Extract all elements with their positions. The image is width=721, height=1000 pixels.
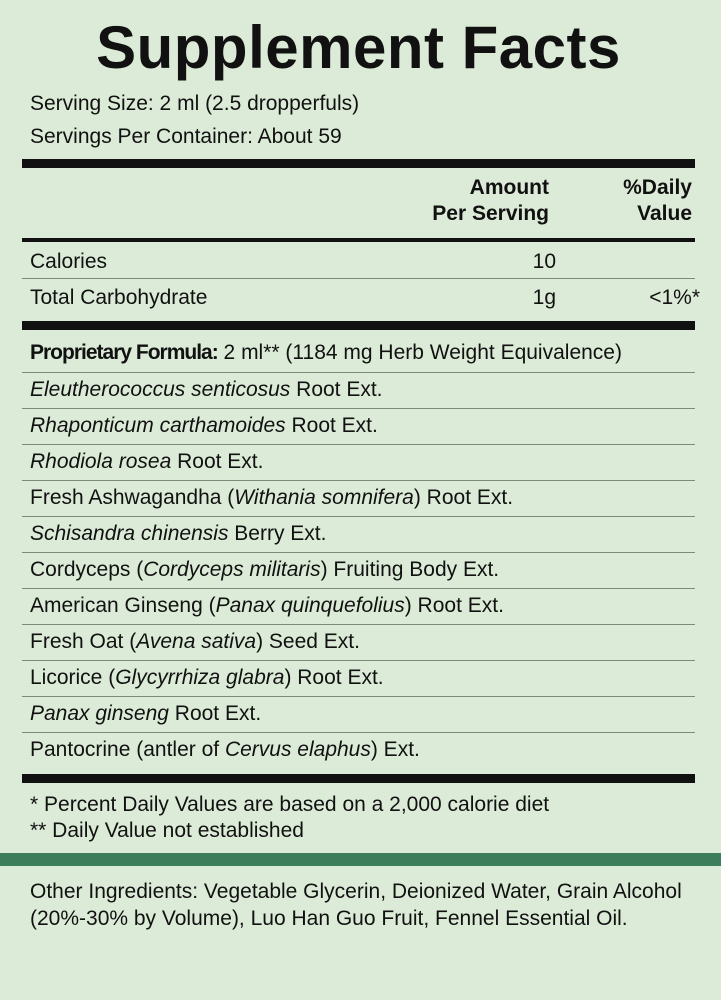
servings-per-container: Servings Per Container: About 59 xyxy=(30,125,342,148)
nutrient-row-carbohydrate xyxy=(30,285,700,311)
proprietary-label: Proprietary Formula: xyxy=(30,341,218,364)
nutrient-name: Total Carbohydrate xyxy=(30,286,208,309)
row-divider xyxy=(22,660,695,661)
row-divider xyxy=(22,480,695,481)
row-divider xyxy=(22,624,695,625)
nutrient-daily-value: <1%* xyxy=(649,286,700,309)
thick-rule xyxy=(22,774,695,783)
row-divider xyxy=(22,444,695,445)
thick-rule xyxy=(22,321,695,330)
nutrient-amount: 10 xyxy=(532,250,556,273)
ingredient-latin-name: Withania somnifera xyxy=(234,486,414,509)
ingredient-row: Fresh Oat (Avena sativa) Seed Ext. xyxy=(30,630,360,653)
nutrient-amount: 1g xyxy=(532,286,556,309)
proprietary-detail: 2 ml** (1184 mg Herb Weight Equivalence) xyxy=(217,341,622,364)
ingredient-latin-name: Glycyrrhiza glabra xyxy=(115,666,285,689)
ingredient-latin-name: Panax ginseng xyxy=(30,702,169,725)
row-divider xyxy=(22,278,695,279)
row-divider xyxy=(22,552,695,553)
ingredient-row: Cordyceps (Cordyceps militaris) Fruiting Body Ext. xyxy=(30,558,500,581)
daily-value-header: %Daily Value xyxy=(623,176,692,225)
row-divider xyxy=(22,588,695,589)
ingredient-latin-name: Rhaponticum carthamoides xyxy=(30,414,286,437)
ingredient-row: Rhodiola rosea Root Ext. xyxy=(30,450,264,473)
row-divider xyxy=(22,696,695,697)
thick-rule xyxy=(22,159,695,168)
ingredient-latin-name: Cordyceps militaris xyxy=(143,558,321,581)
ingredient-row: American Ginseng (Panax quinquefolius) Root Ext. xyxy=(30,594,504,617)
amount-header: Amount Per Serving xyxy=(432,176,549,225)
ingredient-row: Rhaponticum carthamoides Root Ext. xyxy=(30,414,378,437)
footnote-daily-values: * Percent Daily Values are based on a 2,000 calorie diet xyxy=(30,793,550,816)
footnote-not-established: ** Daily Value not established xyxy=(30,819,304,842)
medium-rule xyxy=(22,238,695,242)
ingredient-latin-name: Eleutherococcus senticosus xyxy=(30,378,291,401)
row-divider xyxy=(22,732,695,733)
ingredient-latin-name: Rhodiola rosea xyxy=(30,450,172,473)
ingredient-row: Fresh Ashwagandha (Withania somnifera) Root Ext. xyxy=(30,486,514,509)
proprietary-formula xyxy=(30,340,700,366)
other-ingredients: Other Ingredients: Vegetable Glycerin, Deionized Water, Grain Alcohol (20%-30% by Volume), Luo Han Guo Fruit, Fennel Essential Oil. xyxy=(30,880,682,930)
ingredient-latin-name: Schisandra chinensis xyxy=(30,522,229,545)
ingredient-latin-name: Cervus elaphus xyxy=(224,738,371,761)
ingredient-row: Pantocrine (antler of Cervus elaphus) Ext. xyxy=(30,738,420,761)
ingredient-row: Eleutherococcus senticosus Root Ext. xyxy=(30,378,383,401)
row-divider xyxy=(22,516,695,517)
nutrient-name: Calories xyxy=(30,250,108,273)
row-divider xyxy=(22,408,695,409)
ingredient-row: Licorice (Glycyrrhiza glabra) Root Ext. xyxy=(30,666,384,689)
divider-band xyxy=(0,853,721,866)
panel-title: Supplement Facts xyxy=(96,14,621,81)
ingredient-latin-name: Avena sativa xyxy=(136,630,257,653)
serving-size: Serving Size: 2 ml (2.5 dropperfuls) xyxy=(30,92,360,115)
ingredient-row: Schisandra chinensis Berry Ext. xyxy=(30,522,327,545)
ingredient-latin-name: Panax quinquefolius xyxy=(215,594,405,617)
ingredient-row: Panax ginseng Root Ext. xyxy=(30,702,262,725)
nutrient-row-calories xyxy=(30,249,690,275)
row-divider xyxy=(22,372,695,373)
